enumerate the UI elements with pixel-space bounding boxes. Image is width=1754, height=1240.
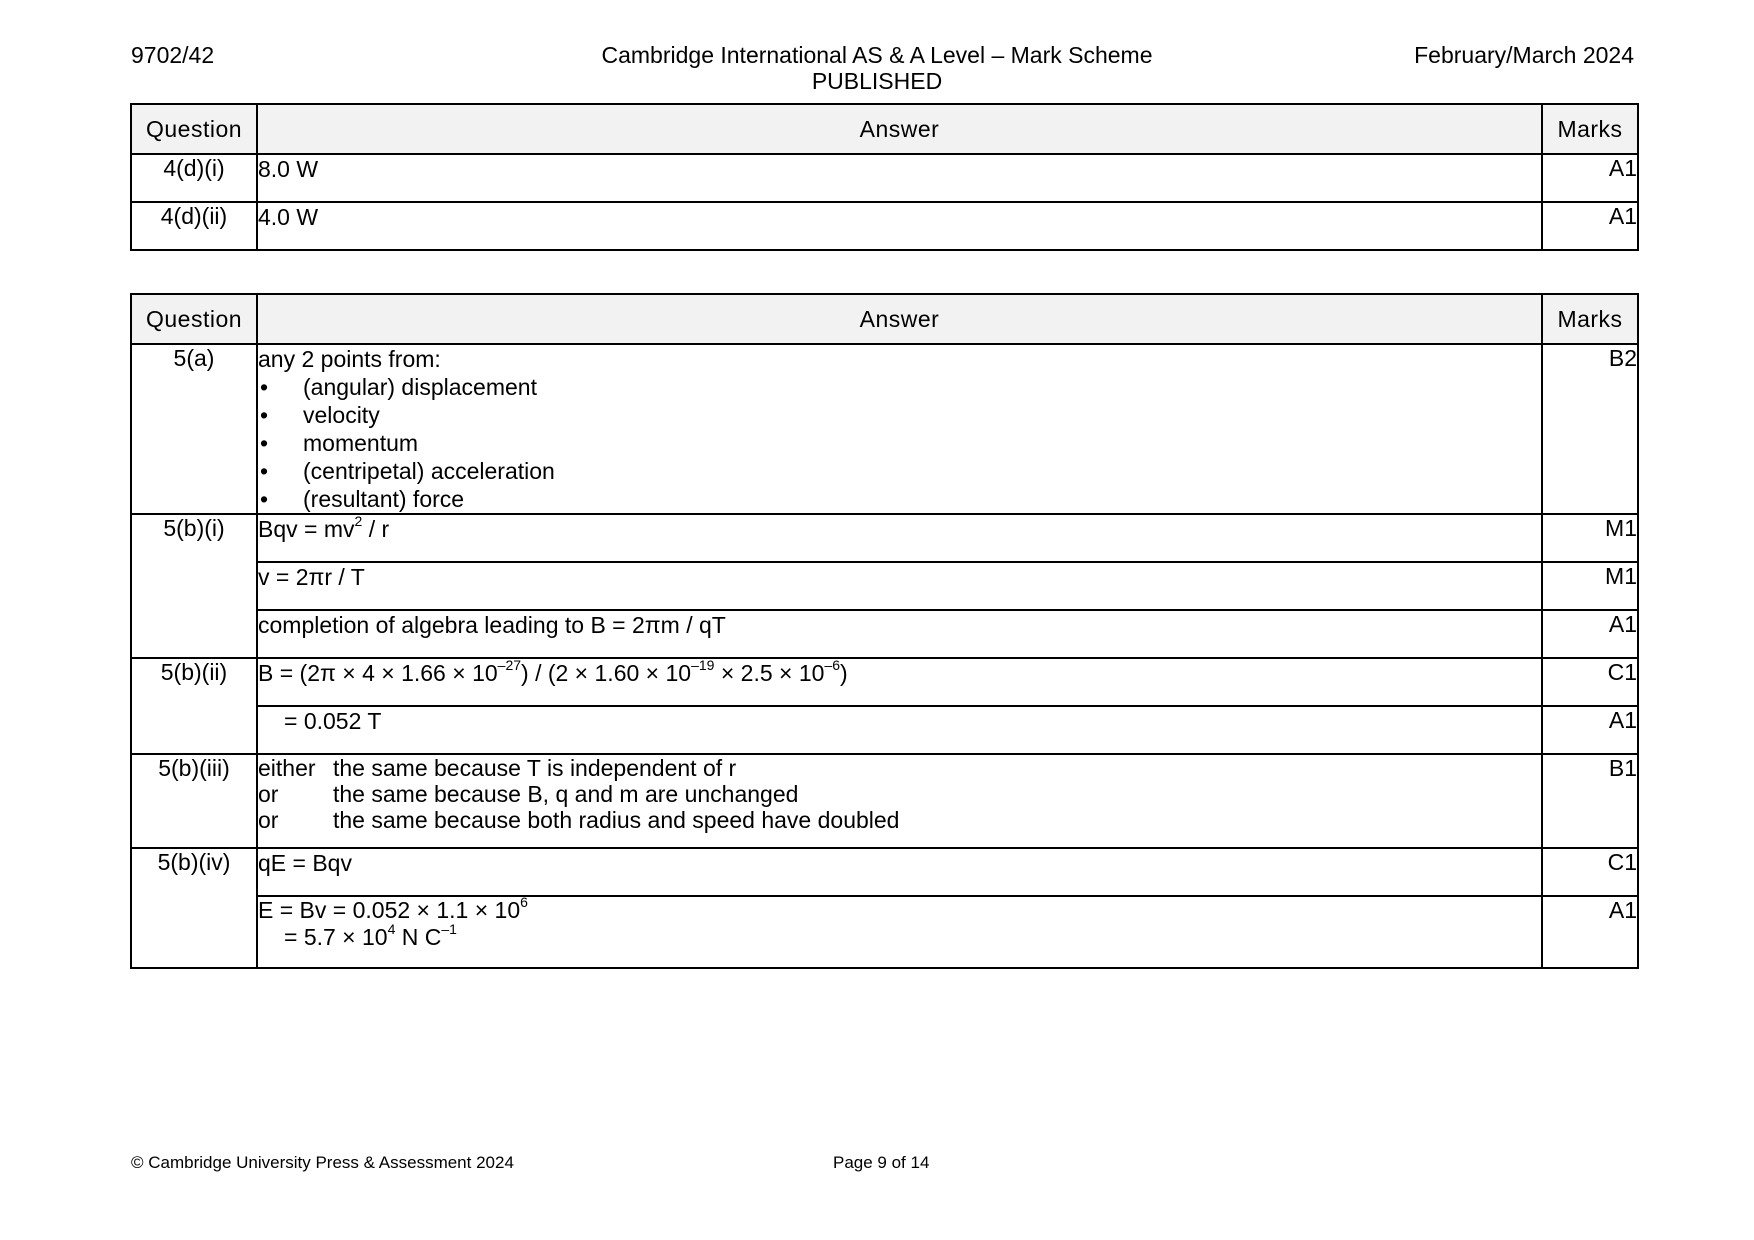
marks-cell: A1	[1542, 896, 1638, 968]
question-cell: 4(d)(i)	[131, 154, 257, 202]
list-item: • (centripetal) acceleration	[258, 457, 1541, 485]
question-header: Question	[131, 104, 257, 154]
table-row	[131, 896, 1638, 968]
table-row	[131, 514, 1638, 562]
answer-cell: $B = (2\pi \times 4 \times 1.66 \times 10^{-27}) / (2 \times 1.60 \times 10^{-19} \times 2.5 \times 10^{-6})$	[257, 658, 1542, 706]
page-number: Page 9 of 14	[833, 1153, 930, 1172]
list-item: • (resultant) force	[258, 485, 1541, 513]
answer-cell	[257, 344, 1542, 514]
question-cell: 5(a)	[131, 344, 257, 514]
marks-cell: C1	[1542, 658, 1638, 706]
answer-line: or the same because both radius and speed have doubled	[258, 807, 900, 833]
table-row	[131, 202, 1638, 250]
marks-cell: A1	[1542, 202, 1638, 250]
table-row	[131, 562, 1638, 610]
marks-cell: A1	[1542, 154, 1638, 202]
answer-line: either the same because T is independent of r	[258, 755, 737, 781]
question-cell: 5(b)(iii)	[131, 754, 257, 848]
table-row	[131, 754, 1638, 848]
table-row	[131, 154, 1638, 202]
marks-cell: M1	[1542, 514, 1638, 562]
question-cell: 5(b)(i)	[131, 514, 257, 658]
exam-session: February/March 2024	[1414, 42, 1634, 68]
document-status: PUBLISHED	[811, 68, 943, 94]
list-item: • momentum	[258, 429, 1541, 457]
answer-cell: = 0.052 T	[257, 706, 1542, 754]
table-header-row	[131, 104, 1638, 154]
copyright-notice: © Cambridge University Press & Assessment 2024	[131, 1153, 514, 1172]
question-cell: 4(d)(ii)	[131, 202, 257, 250]
list-item: • (angular) displacement	[258, 373, 1541, 401]
list-item: • velocity	[258, 401, 1541, 429]
q4-mark-table	[130, 103, 1639, 251]
question-cell: 5(b)(iv)	[131, 848, 257, 968]
marks-cell: B2	[1542, 344, 1638, 514]
answer-cell	[257, 754, 1542, 848]
answer-cell: 8.0 W	[257, 154, 1542, 202]
answer-header: Answer	[257, 104, 1542, 154]
marks-header: Marks	[1542, 104, 1638, 154]
answer-cell: completion of algebra leading to B = 2πm / qT	[257, 610, 1542, 658]
answer-intro: any 2 points from:	[258, 346, 441, 372]
table-row	[131, 706, 1638, 754]
table-row	[131, 344, 1638, 514]
table-row	[131, 848, 1638, 896]
answer-line: $E = Bv = 0.052 \times 1.1 \times 10^6$	[258, 894, 528, 923]
marks-cell: B1	[1542, 754, 1638, 848]
table-row	[131, 610, 1638, 658]
answer-cell: qE = Bqv	[257, 848, 1542, 896]
marks-cell: A1	[1542, 610, 1638, 658]
answer-header: Answer	[257, 294, 1542, 344]
answer-cell: Bqv = $mv^2$ / r	[257, 514, 1542, 562]
answer-cell	[257, 896, 1542, 968]
answer-cell: v = 2πr / T	[257, 562, 1542, 610]
table-row	[131, 658, 1638, 706]
marks-cell: C1	[1542, 848, 1638, 896]
table-header-row	[131, 294, 1638, 344]
answer-line: = $5.7 \times 10^4$ N $C^{-1}$	[284, 921, 457, 950]
document-title: Cambridge International AS & A Level – Mark Scheme	[601, 42, 1153, 68]
marks-header: Marks	[1542, 294, 1638, 344]
marks-cell: A1	[1542, 706, 1638, 754]
q5-mark-table	[130, 293, 1639, 969]
question-cell: 5(b)(ii)	[131, 658, 257, 754]
answer-point-list	[258, 373, 1541, 513]
question-header: Question	[131, 294, 257, 344]
paper-code: 9702/42	[131, 42, 215, 68]
marks-cell: M1	[1542, 562, 1638, 610]
answer-cell: 4.0 W	[257, 202, 1542, 250]
answer-line: or the same because B, q and m are unchanged	[258, 781, 799, 807]
